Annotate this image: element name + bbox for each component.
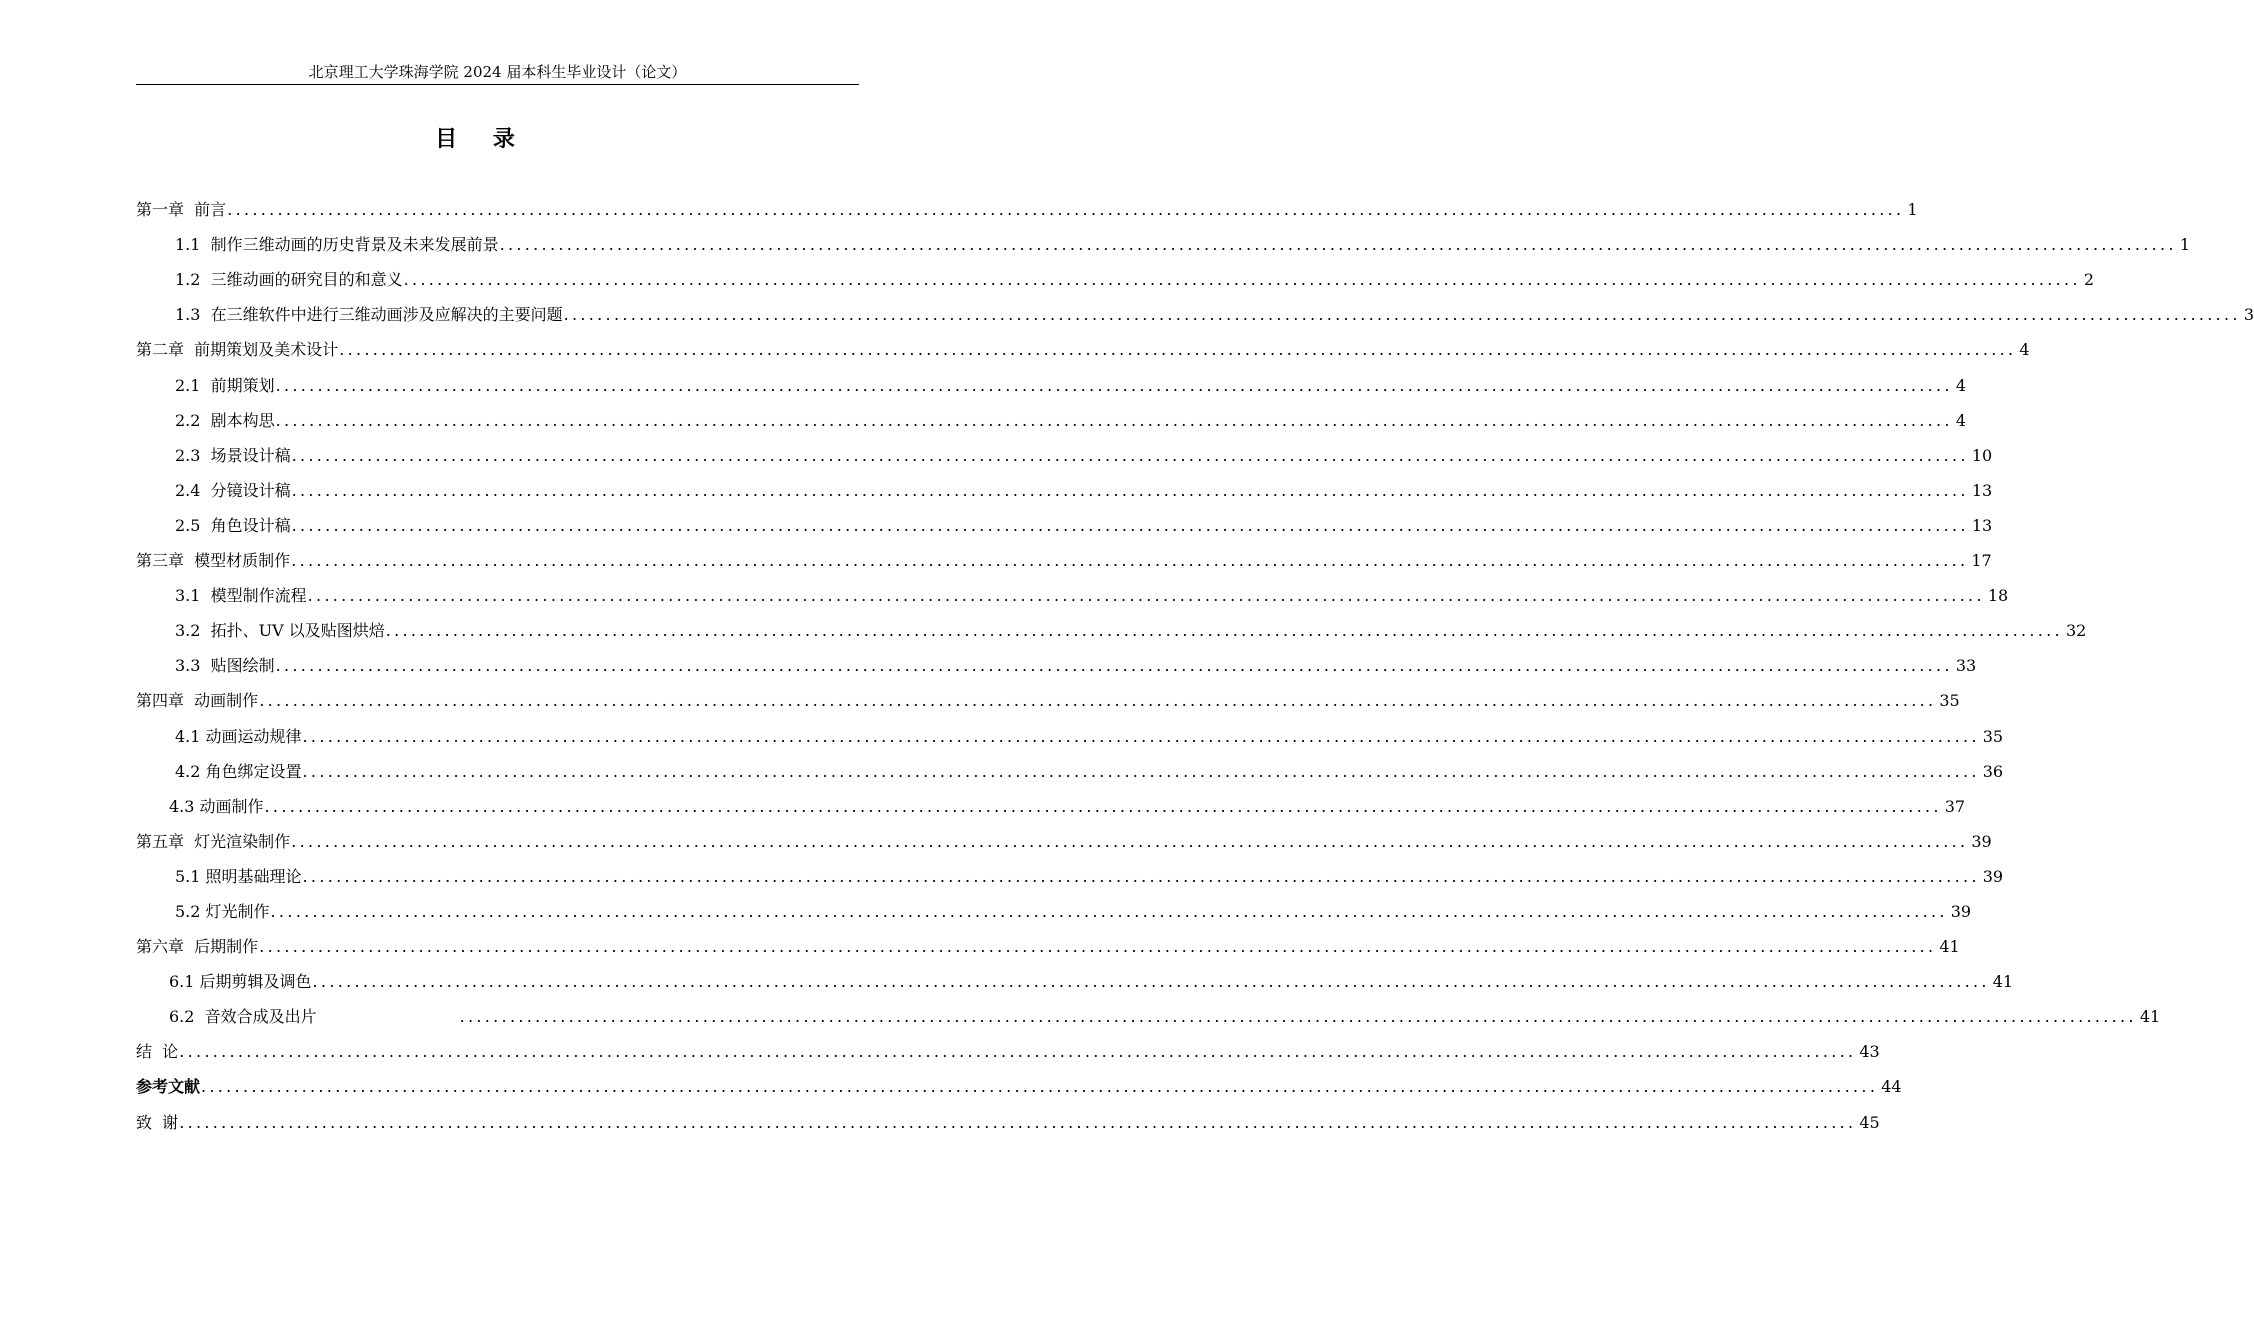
toc-entry[interactable] <box>136 191 1918 226</box>
toc-entry-page: 41 <box>1992 972 2014 992</box>
toc-leader-dots: ........................................................................................................................................................................................................ <box>302 761 1980 781</box>
toc-entry-page: 41 <box>1939 937 1960 957</box>
toc-leader-dots: ........................................................................................................................................................................................................ <box>312 972 1990 992</box>
toc-entry[interactable] <box>136 261 2094 296</box>
toc-entry-page: 18 <box>1987 586 2009 606</box>
toc-entry-page: 13 <box>1971 480 1993 500</box>
toc-entry-label: 4.2 角色绑定设置 <box>175 761 302 781</box>
toc-entry-page: 33 <box>1955 656 1977 676</box>
toc-leader-dots: ........................................................................................................................................................................................................ <box>179 1042 1857 1062</box>
toc-entry[interactable] <box>136 472 1993 507</box>
toc-entry-label: 2.4 分镜设计稿 <box>175 480 291 500</box>
toc-entry-label: 3.1 模型制作流程 <box>175 586 307 606</box>
toc-entry-label: 3.3 贴图绘制 <box>175 656 275 676</box>
toc-entry-page: 35 <box>1982 726 2004 746</box>
toc-entry[interactable] <box>136 893 1972 928</box>
toc-leader-dots: ........................................................................................................................................................................................................ <box>291 445 1969 465</box>
toc-entry-page: 37 <box>1944 796 1966 816</box>
toc-entry-page: 4 <box>1955 410 1966 430</box>
toc-leader-dots: ........................................................................................................................................................................................................ <box>563 305 2241 325</box>
toc-entry[interactable] <box>136 928 1960 963</box>
toc-leader-dots: ........................................................................................................................................................................................................ <box>259 691 1937 711</box>
toc-entry-label: 第六章 后期制作 <box>136 937 259 957</box>
toc-leader-dots: ........................................................................................................................................................................................................ <box>264 796 1942 816</box>
toc-entry-page: 43 <box>1859 1042 1880 1062</box>
toc-entry-label: 3.2 拓扑、UV 以及贴图烘焙 <box>175 621 385 641</box>
toc-leader-dots: ........................................................................................................................................................................................................ <box>201 1077 1879 1097</box>
toc-entry-page: 39 <box>1982 866 2004 886</box>
toc-entry[interactable] <box>136 226 2190 261</box>
toc-entry[interactable] <box>136 963 2014 998</box>
toc-entry-page: 39 <box>1971 831 1992 851</box>
toc-leader-dots: ........................................................................................................................................................................................................ <box>291 831 1969 851</box>
toc-entry-label: 6.2 音效合成及出片 <box>169 1007 317 1027</box>
toc-entry-label: 第一章 前言 <box>136 200 227 220</box>
toc-entry[interactable] <box>136 1033 1880 1068</box>
toc-entry-label: 2.1 前期策划 <box>175 375 275 395</box>
toc-leader-dots: ........................................................................................................................................................................................................ <box>307 586 1985 606</box>
toc-entry-page: 3 <box>2243 305 2254 325</box>
toc-entry-label: 第四章 动画制作 <box>136 691 259 711</box>
toc-entry-page: 32 <box>2065 621 2087 641</box>
toc-entry-page: 45 <box>1859 1112 1880 1132</box>
toc-entry-label: 1.3 在三维软件中进行三维动画涉及应解决的主要问题 <box>175 305 563 325</box>
toc-entry-page: 36 <box>1982 761 2004 781</box>
toc-entry-page: 2 <box>2083 270 2094 290</box>
toc-entry[interactable] <box>136 542 1992 577</box>
toc-entry-label: 致 谢 <box>136 1112 179 1132</box>
toc-entry-page: 35 <box>1939 691 1960 711</box>
toc-leader-dots: ........................................................................................................................................................................................................ <box>275 656 1953 676</box>
toc-entry[interactable] <box>136 437 1993 472</box>
toc-entry[interactable] <box>136 717 2004 752</box>
toc-title: 目 录 <box>435 126 529 152</box>
toc-entry[interactable] <box>136 1103 1880 1138</box>
toc-entry[interactable] <box>136 753 2004 788</box>
toc-entry-label: 第三章 模型材质制作 <box>136 551 291 571</box>
toc-entry-page: 4 <box>2019 340 2030 360</box>
toc-entry-label: 4.1 动画运动规律 <box>175 726 302 746</box>
toc-leader-dots: ........................................................................................................................................................................................................ <box>302 866 1980 886</box>
toc-entry-page: 44 <box>1881 1077 1902 1097</box>
toc-leader-dots: ........................................................................................................................................................................................................ <box>275 410 1953 430</box>
toc-leader-dots: ........................................................................................................................................................................................................ <box>302 726 1980 746</box>
toc-entry-label: 参考文献 <box>136 1077 201 1097</box>
toc-entry-page: 13 <box>1971 515 1993 535</box>
toc-entry[interactable] <box>136 507 1993 542</box>
toc-entry-label: 2.3 场景设计稿 <box>175 445 291 465</box>
toc-entry-label: 结 论 <box>136 1042 179 1062</box>
table-of-contents <box>136 191 2254 1139</box>
toc-entry[interactable] <box>136 998 2161 1033</box>
toc-entry-page: 41 <box>2139 1007 2161 1027</box>
toc-leader-dots: ........................................................................................................................................................................................................ <box>291 480 1969 500</box>
toc-leader-dots: ........................................................................................................................................................................................................ <box>385 621 2063 641</box>
toc-leader-dots: ........................................................................................................................................................................................................ <box>291 551 1969 571</box>
toc-entry[interactable] <box>136 296 2254 331</box>
toc-entry[interactable] <box>136 331 2030 366</box>
toc-entry-label: 1.2 三维动画的研究目的和意义 <box>175 270 403 290</box>
toc-entry-label: 5.2 灯光制作 <box>175 901 270 921</box>
page-header: 北京理工大学珠海学院 2024 届本科生毕业设计（论文） <box>308 63 687 81</box>
toc-leader-dots: ........................................................................................................................................................................................................ <box>459 1007 2137 1027</box>
toc-leader-dots: ........................................................................................................................................................................................................ <box>339 340 2017 360</box>
toc-entry-page: 10 <box>1971 445 1993 465</box>
toc-entry[interactable] <box>136 402 1966 437</box>
toc-entry[interactable] <box>136 1068 1902 1103</box>
toc-leader-dots: ........................................................................................................................................................................................................ <box>227 200 1905 220</box>
toc-entry-label: 6.1 后期剪辑及调色 <box>169 972 312 992</box>
toc-leader-dots: ........................................................................................................................................................................................................ <box>291 515 1969 535</box>
toc-entry-label: 2.5 角色设计稿 <box>175 515 291 535</box>
toc-entry[interactable] <box>136 647 1977 682</box>
toc-leader-dots: ........................................................................................................................................................................................................ <box>270 901 1948 921</box>
toc-entry-page: 1 <box>2179 235 2190 255</box>
toc-entry-page: 39 <box>1950 901 1972 921</box>
toc-entry-label: 1.1 制作三维动画的历史背景及未来发展前景 <box>175 235 499 255</box>
toc-entry[interactable] <box>136 682 1960 717</box>
toc-leader-dots: ........................................................................................................................................................................................................ <box>403 270 2081 290</box>
toc-entry-label: 第二章 前期策划及美术设计 <box>136 340 339 360</box>
toc-entry[interactable] <box>136 366 1966 401</box>
toc-entry-page: 1 <box>1907 200 1918 220</box>
toc-entry-page: 4 <box>1955 375 1966 395</box>
toc-entry[interactable] <box>136 858 2004 893</box>
toc-entry[interactable] <box>136 612 2087 647</box>
toc-entry-label: 第五章 灯光渲染制作 <box>136 831 291 851</box>
toc-entry-label: 5.1 照明基础理论 <box>175 866 302 886</box>
toc-entry-label: 4.3 动画制作 <box>169 796 264 816</box>
toc-entry-page: 17 <box>1971 551 1992 571</box>
toc-leader-dots: ........................................................................................................................................................................................................ <box>275 375 1953 395</box>
toc-entry[interactable] <box>136 823 1992 858</box>
toc-entry[interactable] <box>136 788 1966 823</box>
toc-leader-dots: ........................................................................................................................................................................................................ <box>179 1112 1857 1132</box>
toc-entry-label: 2.2 剧本构思 <box>175 410 275 430</box>
toc-entry[interactable] <box>136 577 2009 612</box>
header-rule <box>136 84 859 85</box>
toc-leader-dots: ........................................................................................................................................................................................................ <box>259 937 1937 957</box>
toc-leader-dots: ........................................................................................................................................................................................................ <box>499 235 2177 255</box>
